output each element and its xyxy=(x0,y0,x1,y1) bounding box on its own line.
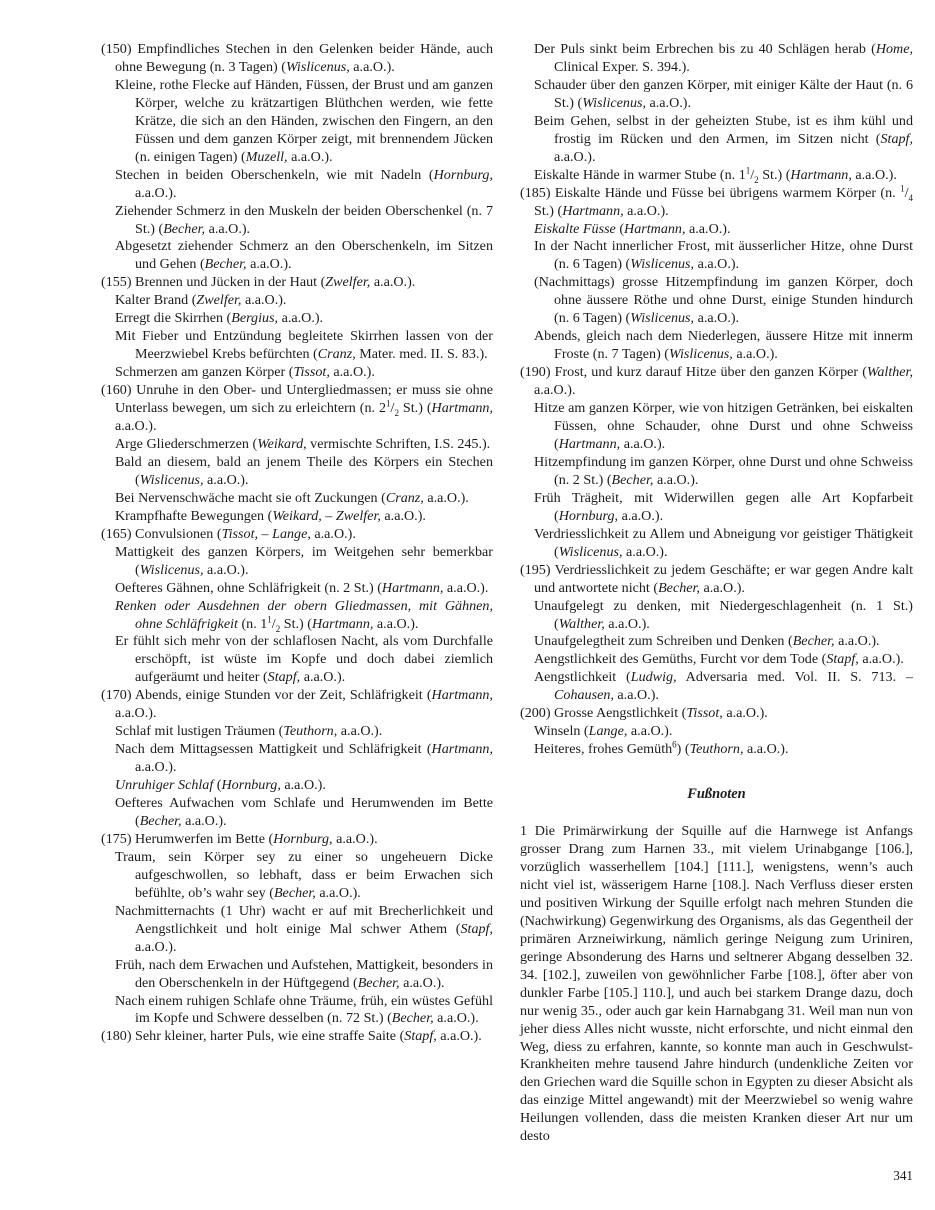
symptom-entry: (Nachmittags) grosse Hitzempfindung im ganzen Körper, doch ohne äussere Röthe und ohne Durst, einige Stunden hindurch (n. 6 Tagen) (Wislicenus, a.a.O.). xyxy=(534,274,913,327)
symptom-entry: Früh, nach dem Erwachen und Aufstehen, Mattigkeit, besonders in den Oberschenkeln in der Hüftgegend (Becher, a.a.O.). xyxy=(115,956,493,991)
symptom-entry: Kalter Brand (Zwelfer, a.a.O.). xyxy=(115,292,287,309)
symptom-entry: In der Nacht innerlicher Frost, mit äusserlicher Hitze, ohne Durst (n. 6 Tagen) (Wislicenus, a.a.O.). xyxy=(534,238,913,273)
symptom-entry: Schauder über den ganzen Körper, mit einiger Kälte der Haut (n. 6 St.) (Wislicenus, a.a.O.). xyxy=(534,76,913,111)
symptom-entry: Der Puls sinkt beim Erbrechen bis zu 40 Schlägen herab (Home, Clinical Exper. S. 394.). xyxy=(534,41,913,75)
symptom-entry: Abends, gleich nach dem Niederlegen, äussere Hitze mit innerm Froste (n. 7 Tagen) (Wislicenus, a.a.O.). xyxy=(534,328,913,363)
symptom-entry: Nach dem Mittagsessen Mattigkeit und Schläfrigkeit (Hartmann, a.a.O.). xyxy=(115,741,493,776)
footnote-paragraph xyxy=(520,823,913,1146)
page-number: 341 xyxy=(893,1168,913,1183)
symptom-entry: Abgesetzt ziehender Schmerz an den Oberschenkeln, im Sitzen und Gehen (Becher, a.a.O.). xyxy=(115,238,493,273)
symptom-entry: Oefteres Gähnen, ohne Schläfrigkeit (n. 2 St.) (Hartmann, a.a.O.). xyxy=(115,579,489,596)
symptom-entry: Erregt die Skirrhen (Bergius, a.a.O.). xyxy=(115,310,324,327)
symptom-entry: Stechen in beiden Oberschenkeln, wie mit Nadeln (Hornburg, a.a.O.). xyxy=(115,166,493,201)
right-column-symptoms xyxy=(520,41,913,759)
symptom-entry: Verdriesslichkeit zu Allem und Abneigung vor geistiger Thätigkeit (Wislicenus, a.a.O.). xyxy=(534,525,913,560)
symptom-entry-numbered: (195) Verdriesslichkeit zu jedem Geschäfte; er war gegen Andre kalt und antwortete nicht (Becher, a.a.O.). xyxy=(520,561,913,596)
symptom-entry-numbered: (175) Herumwerfen im Bette (Hornburg, a.a.O.). xyxy=(101,830,378,847)
symptom-entry: Krampfhafte Bewegungen (Weikard, – Zwelfer, a.a.O.). xyxy=(115,507,426,524)
symptom-entry: Früh Trägheit, mit Widerwillen gegen alle Art Kopfarbeit (Hornburg, a.a.O.). xyxy=(534,489,913,524)
symptom-entry: Mattigkeit des ganzen Körpers, im Weitgehen sehr bemerkbar (Wislicenus, a.a.O.). xyxy=(115,543,493,578)
symptom-entry-numbered: (155) Brennen und Jücken in der Haut (Zwelfer, a.a.O.). xyxy=(101,274,416,291)
symptom-entry-numbered: (185) Eiskalte Hände und Füsse bei übrigens warmem Körper (n. $^1/_4$ St.) (Hartmann, a.a.O.). xyxy=(520,182,913,219)
symptom-entry: Eiskalte Hände in warmer Stube (n. $1^1/_2$ St.) (Hartmann, a.a.O.). xyxy=(534,164,897,185)
symptom-entry: Nach einem ruhigen Schlafe ohne Träume, früh, ein wüstes Gefühl im Kopfe und Schwere desselben (n. 72 St.) (Becher, a.a.O.). xyxy=(115,992,493,1027)
symptom-entry: Bald an diesem, bald an jenem Theile des Körpers ein Stechen (Wislicenus, a.a.O.). xyxy=(115,453,493,488)
symptom-entry-numbered: (165) Convulsionen (Tissot, – Lange, a.a.O.). xyxy=(101,525,356,542)
symptom-entry: Bei Nervenschwäche macht sie oft Zuckungen (Cranz, a.a.O.). xyxy=(115,489,469,506)
symptom-entry: Nachmitternachts (1 Uhr) wacht er auf mit Brecherlichkeit und Aengstlichkeit und holt einige Mal schwer Athem (Stapf, a.a.O.). xyxy=(115,902,493,955)
symptom-entry-numbered: (160) Unruhe in den Ober- und Untergliedmassen; er muss sie ohne Unterlass bewegen, um sich zu erleichtern (n. $2^1/_2$ St.) (Hartmann, a.a.O.). xyxy=(101,382,493,435)
symptom-entry: Hitze am ganzen Körper, wie von hitzigen Getränken, bei eiskalten Füssen, ohne Schauder, ohne Durst und ohne Schweiss (Hartmann, a.a.O.). xyxy=(534,400,913,452)
left-column xyxy=(101,41,493,1046)
footnote-text: 1 Die Primärwirkung der Squille auf die Harnwege ist Anfangs grosser Drang zum Harnen 33., mit vielem Urinabgange [106.], vorzüglich wasserhellem [104.] [111.], wenigstens, wenn’s auch nicht viel ist, wässerigem Harne [108.]. Nach Verfluss dieser ersten und positiven Wirkung der Squille erfolgt nach mehren Stunden die (Nachwirkung) Gegenwirkung des Organisms, als das Gegentheil der primären Arzneiwirkung, nämlich geringe Neigung zum Uriniren, geringe Absonderung des Harns und seltnerer Abgang desselben 32. 34. [102.], zuweilen von gewöhnlicher Farbe [108.], öfter aber von dunkler Farbe [105.] 110.], und auch bei starkem Drange dazu, doch nur wenig 35., oder auch gar kein Harnabgang 31. Weil man nun von jeher diess Alles nicht wusste, nicht erforschte, und nicht einmal den Weg, diess zu erfahren, kannte, so konnte man auch in Geschwulst-Krankheiten mehre tausend Jahre hindurch (undenkliche Zeiten vor den Griechen ward die Squille schon in Egypten zu dieser Absicht als das einzige Mittel angewandt) mit der Meerzwiebel so wenig wahre Heilungen vollenden, dass die meisten Kranken dieser Art nur um desto xyxy=(520,823,913,1145)
symptom-entry-numbered: (180) Sehr kleiner, harter Puls, wie eine straffe Saite (Stapf, a.a.O.). xyxy=(101,1028,482,1045)
symptom-entry-numbered: (190) Frost, und kurz darauf Hitze über den ganzen Körper (Walther, a.a.O.). xyxy=(520,364,913,399)
symptom-entry: Unaufgelegtheit zum Schreiben und Denken (Becher, a.a.O.). xyxy=(534,633,880,650)
right-column xyxy=(520,41,913,1146)
symptom-entry: Aengstlichkeit des Gemüths, Furcht vor dem Tode (Stapf, a.a.O.). xyxy=(534,651,904,668)
symptom-entry: Winseln (Lange, a.a.O.). xyxy=(534,723,673,740)
symptom-entry: Renken oder Ausdehnen der obern Gliedmassen, mit Gähnen, ohne Schläfrigkeit (n. $1^1/_2$ St.) (Hartmann, a.a.O.). xyxy=(115,597,493,634)
symptom-entry: Beim Gehen, selbst in der geheizten Stube, ist es ihm kühl und frostig im Rücken und den Armen, im Sitzen nicht (Stapf, a.a.O.). xyxy=(534,112,913,165)
symptom-entry: Schmerzen am ganzen Körper (Tissot, a.a.O.). xyxy=(115,364,375,381)
symptom-entry: Kleine, rothe Flecke auf Händen, Füssen, der Brust und am ganzen Körper, welche zu krätzartigen Blüthchen werden, wie fette Krätze, die sich an den Händen, zwischen den Fingern, an den Füssen und dem ganzen Körper zeigt, mit brennendem Jücken (n. einigen Tagen) (Muzell, a.a.O.). xyxy=(115,76,493,165)
symptom-entry: Er fühlt sich mehr von der schlaflosen Nacht, als vom Durchfalle erschöpft, ist wüste im Kopfe und doch dabei ziemlich aufgeräumt und heiter (Stapf, a.a.O.). xyxy=(115,633,493,686)
symptom-entry: Heiteres, frohes Gemüth$^6$) (Teuthorn, a.a.O.). xyxy=(534,739,789,758)
symptom-entry: Mit Fieber und Entzündung begleitete Skirrhen lassen von der Meerzwiebel Krebs befürchten (Cranz, Mater. med. II. S. 83.). xyxy=(115,328,493,363)
symptom-entry: Unruhiger Schlaf (Hornburg, a.a.O.). xyxy=(115,777,326,794)
symptom-entry: Hitzempfindung im ganzen Körper, ohne Durst und ohne Schweiss (n. 2 St.) (Becher, a.a.O.). xyxy=(534,453,913,488)
symptom-entry-numbered: (170) Abends, einige Stunden vor der Zeit, Schläfrigkeit (Hartmann, a.a.O.). xyxy=(101,687,493,722)
footnotes-heading: Fußnoten xyxy=(687,786,746,803)
symptom-entry-numbered: (150) Empfindliches Stechen in den Gelenken beider Hände, auch ohne Bewegung (n. 3 Tagen) (Wislicenus, a.a.O.). xyxy=(101,41,493,75)
symptom-entry: Schlaf mit lustigen Träumen (Teuthorn, a.a.O.). xyxy=(115,723,383,740)
symptom-entry: Aengstlichkeit (Ludwig, Adversaria med. Vol. II. S. 713. – Cohausen, a.a.O.). xyxy=(534,669,913,704)
symptom-entry: Traum, sein Körper sey zu einer so ungeheuern Dicke aufgeschwollen, so lebhaft, dass er beim Erwachen sich befühlte, ob’s wahr sey (Becher, a.a.O.). xyxy=(115,848,493,901)
symptom-entry: Unaufgelegt zu denken, mit Niedergeschlagenheit (n. 1 St.) (Walther, a.a.O.). xyxy=(534,597,913,632)
symptom-entry: Arge Gliederschmerzen (Weikard, vermischte Schriften, I.S. 245.). xyxy=(115,435,491,452)
symptom-entry: Eiskalte Füsse (Hartmann, a.a.O.). xyxy=(534,220,731,237)
symptom-entry-numbered: (200) Grosse Aengstlichkeit (Tissot, a.a.O.). xyxy=(520,705,768,722)
symptom-entry: Ziehender Schmerz in den Muskeln der beiden Oberschenkel (n. 7 St.) (Becher, a.a.O.). xyxy=(115,202,493,237)
symptom-entry: Oefteres Aufwachen vom Schlafe und Herumwenden im Bette (Becher, a.a.O.). xyxy=(115,795,493,829)
